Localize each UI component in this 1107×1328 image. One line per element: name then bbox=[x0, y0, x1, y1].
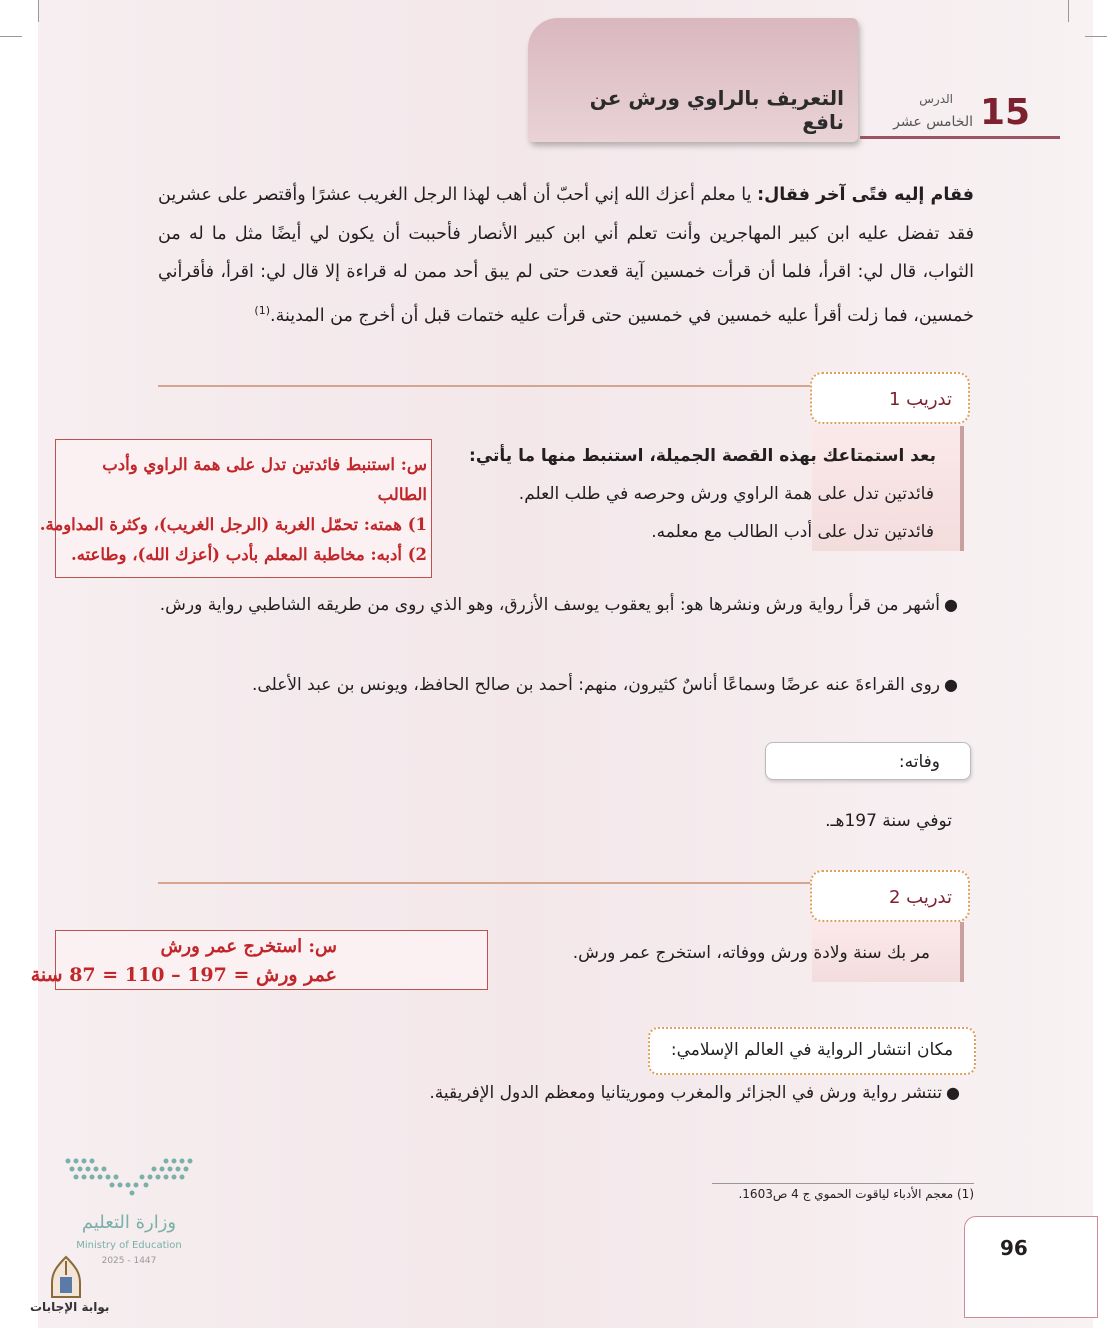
intro-paragraph bbox=[158, 176, 974, 335]
training1-exercise bbox=[440, 437, 936, 551]
lesson-title: التعريف بالراوي ورش عن نافع bbox=[589, 86, 844, 134]
training1-instruction: بعد استمتاعك بهذه القصة الجميلة، استنبط منها ما يأتي: bbox=[469, 446, 936, 466]
section-rule bbox=[158, 882, 818, 884]
lesson-ordinal: الخامس عشر bbox=[893, 114, 973, 130]
crop-mark bbox=[0, 36, 22, 37]
answer-question: س: استنبط فائدتين تدل على همة الراوي وأدب الطالب bbox=[102, 455, 427, 504]
training2-bar bbox=[960, 922, 964, 982]
bullet-dot: ● bbox=[944, 595, 958, 614]
bullet-dot: ● bbox=[946, 1083, 960, 1102]
intro-body: يا معلم أعزك الله إني أحبّ أن أهب لهذا الرجل الغريب عشرًا وأقتصر على عشرين فقد تفضل عليه ابن كبير المهاجرين وأنت تعلم أني ابن كبير الأنصار فأحببت أن يكون لي أيضًا مثل ما له من الثواب، قال لي: اقرأ، فلما أن قرأت خمسين آية قعدت حتى لم يبق أحد ممن له قراءة إلا قال لي: اقرأ، فأقرأني خمسين، فما زلت أقرأ عليه خمسين في خمسين حتى قرأت عليه ختمات قبل أن أخرج من المدينة. bbox=[158, 185, 974, 326]
footnote: (1) معجم الأدباء لياقوت الحموي ج 4 ص1603. bbox=[738, 1187, 974, 1201]
training1-label: تدريب 1 bbox=[810, 372, 970, 424]
watermark-text: بوابة الإجابات bbox=[30, 1300, 110, 1314]
header-divider bbox=[860, 136, 1060, 139]
crop-mark bbox=[1068, 0, 1069, 22]
training2-instruction: مر بك سنة ولادة ورش ووفاته، استخرج عمر ورش. bbox=[572, 943, 930, 963]
training1-item: فائدتين تدل على أدب الطالب مع معلمه. bbox=[651, 522, 934, 542]
bullet-text: روى القراءةَ عنه عرضًا وسماعًا أناسٌ كثيرون، منهم: أحمد بن صالح الحافظ، ويونس بن عبد الأعلى. bbox=[252, 675, 941, 695]
section-rule bbox=[158, 385, 818, 387]
training2-answer-box bbox=[30, 930, 488, 990]
lesson-number: 15 bbox=[980, 92, 1031, 133]
page-number: 96 bbox=[1000, 1236, 1028, 1260]
answer-line: 2) أدبه: مخاطبة المعلم بأدب (أعزك الله)، وطاعته. bbox=[70, 545, 427, 564]
crop-mark bbox=[1085, 36, 1107, 37]
bullet-dot: ● bbox=[944, 675, 958, 694]
logo-english: Ministry of Education bbox=[76, 1240, 182, 1251]
training1-bar bbox=[960, 426, 964, 551]
training2-label: تدريب 2 bbox=[810, 870, 970, 922]
logo-arabic: وزارة التعليم bbox=[81, 1212, 177, 1233]
answer-line: 1) همته: تحمّل الغربة (الرجل الغريب)، وكثرة المداومة. bbox=[39, 515, 427, 534]
crop-mark bbox=[38, 0, 39, 22]
watermark-icon bbox=[46, 1255, 86, 1299]
list-item bbox=[380, 1074, 960, 1112]
list-item bbox=[158, 586, 958, 624]
answer-question: س: استخرج عمر ورش bbox=[160, 936, 337, 957]
bullet-text: تنتشر رواية ورش في الجزائر والمغرب وموريتانيا ومعظم الدول الإفريقية. bbox=[429, 1083, 943, 1103]
death-heading: وفاته: bbox=[765, 742, 971, 780]
list-item bbox=[158, 666, 958, 704]
ministry-logo-icon bbox=[62, 1155, 196, 1199]
training1-answer-box bbox=[39, 439, 432, 578]
intro-lead: فقام إليه فتًى آخر فقال: bbox=[757, 185, 974, 205]
lesson-word: الدرس bbox=[919, 92, 953, 106]
answer-calc: عمر ورش = 197 – 110 = 87 سنة bbox=[30, 964, 337, 986]
training1-item: فائدتين تدل على همة الراوي ورش وحرصه في طلب العلم. bbox=[518, 484, 934, 504]
logo-year: 2025 - 1447 bbox=[101, 1256, 157, 1266]
footnote-divider bbox=[712, 1183, 974, 1184]
page-margin bbox=[1093, 0, 1107, 1328]
death-text: توفي سنة 197هـ. bbox=[825, 811, 952, 831]
footnote-ref: (1) bbox=[254, 303, 271, 317]
bullet-text: أشهر من قرأ رواية ورش ونشرها هو: أبو يعقوب يوسف الأزرق، وهو الذي روى من طريقه الشاطبي رواية ورش. bbox=[159, 595, 941, 615]
spread-heading: مكان انتشار الرواية في العالم الإسلامي: bbox=[648, 1027, 976, 1075]
page-number-tab bbox=[964, 1216, 1098, 1318]
